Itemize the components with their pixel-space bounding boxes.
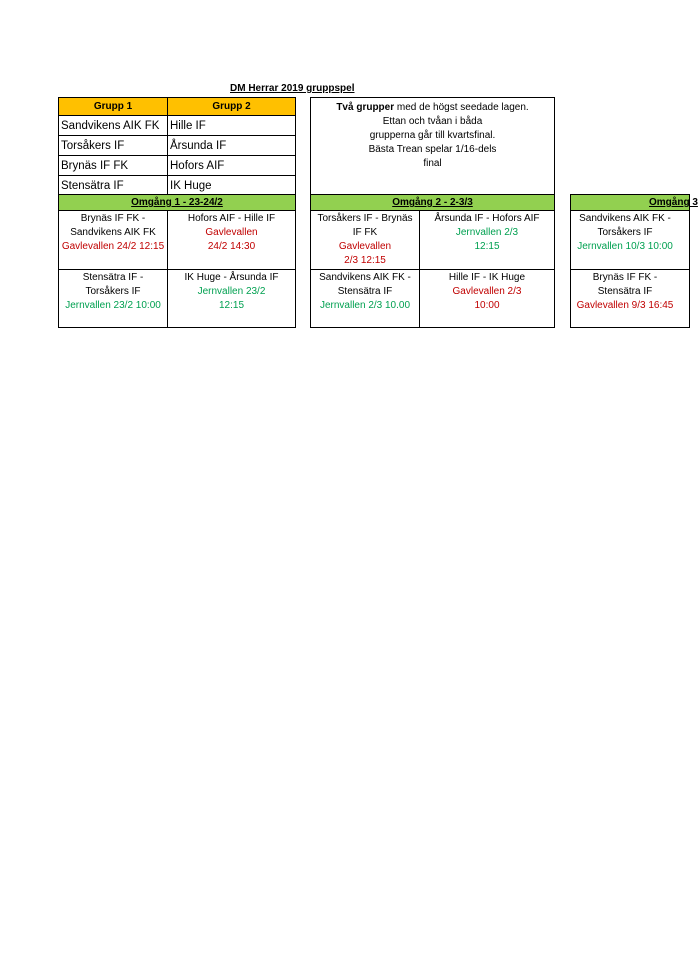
match-venue: Gavlevallen 24/2 12:15 bbox=[61, 241, 165, 252]
group-2-header: Grupp 2 bbox=[167, 97, 296, 116]
group-2-team: Årsunda IF bbox=[167, 135, 296, 156]
group-2-team: IK Huge bbox=[167, 175, 296, 196]
match-venue: Gavlevallen bbox=[205, 227, 258, 238]
note-line: Bästa Trean spelar 1/16-dels bbox=[368, 144, 497, 155]
match-cell bbox=[58, 210, 168, 270]
match-teams: Hille IF - IK Huge bbox=[448, 272, 526, 283]
match-teams: Torsåkers IF - Brynäs IF FK bbox=[317, 213, 413, 238]
match-venue: Jernvallen 23/2 10:00 bbox=[65, 300, 161, 311]
match-teams: Brynäs IF FK - Sandvikens AIK FK bbox=[70, 213, 156, 238]
match-cell bbox=[310, 269, 420, 328]
match-teams: Årsunda IF - Hofors AIF bbox=[434, 213, 540, 224]
match-cell bbox=[419, 210, 555, 270]
match-cell bbox=[570, 210, 690, 270]
round-1-label: Omgång 1 - 23-24/2 bbox=[131, 197, 223, 208]
match-cell bbox=[310, 210, 420, 270]
tournament-note bbox=[310, 97, 555, 195]
match-time: 10:00 bbox=[474, 300, 500, 311]
note-line: grupperna går till kvartsfinal. bbox=[369, 130, 496, 141]
match-time: 12:15 bbox=[474, 241, 500, 252]
match-cell bbox=[58, 269, 168, 328]
match-teams: Brynäs IF FK - Stensätra IF bbox=[592, 272, 658, 297]
match-venue: Jernvallen 2/3 10.00 bbox=[319, 300, 411, 311]
match-teams: IK Huge - Årsunda IF bbox=[184, 272, 279, 283]
group-2-team: Hille IF bbox=[167, 115, 296, 136]
round-2-label: Omgång 2 - 2-3/3 bbox=[392, 197, 473, 208]
page-title: DM Herrar 2019 gruppspel bbox=[230, 83, 355, 94]
match-teams: Stensätra IF - Torsåkers IF bbox=[82, 272, 144, 297]
group-1-team: Stensätra IF bbox=[58, 175, 168, 196]
match-cell bbox=[570, 269, 690, 328]
match-time: 24/2 14:30 bbox=[207, 241, 256, 252]
match-time: 2/3 12:15 bbox=[344, 255, 386, 266]
match-teams: Sandvikens AIK FK - Torsåkers IF bbox=[579, 213, 671, 238]
match-venue: Jernvallen 23/2 bbox=[197, 286, 266, 297]
match-venue: Gavlevallen bbox=[338, 241, 392, 252]
round-1-header bbox=[58, 194, 296, 211]
match-teams: Sandvikens AIK FK - Stensätra IF bbox=[319, 272, 411, 297]
match-time: 12:15 bbox=[218, 300, 245, 311]
match-venue: Jernvallen 2/3 bbox=[455, 227, 519, 238]
round-2-header bbox=[310, 194, 555, 211]
match-teams: Hofors AIF - Hille IF bbox=[187, 213, 276, 224]
note-line: final bbox=[423, 158, 442, 169]
group-1-team: Torsåkers IF bbox=[58, 135, 168, 156]
note-rest: med de högst seedade lagen. bbox=[394, 102, 529, 113]
match-cell bbox=[419, 269, 555, 328]
group-1-team: Brynäs IF FK bbox=[58, 155, 168, 176]
group-1-team: Sandvikens AIK FK bbox=[58, 115, 168, 136]
match-venue: Gavlevallen 9/3 16:45 bbox=[576, 300, 674, 311]
note-line: Ettan och tvåan i båda bbox=[382, 116, 483, 127]
note-bold: Två grupper bbox=[336, 102, 395, 113]
group-1-header: Grupp 1 bbox=[58, 97, 168, 116]
round-3-header bbox=[570, 194, 698, 211]
note-first-line bbox=[311, 101, 554, 115]
match-venue: Gavlevallen 2/3 bbox=[452, 286, 522, 297]
match-cell bbox=[167, 210, 296, 270]
group-2-team: Hofors AIF bbox=[167, 155, 296, 176]
match-venue: Jernvallen 10/3 10:00 bbox=[577, 241, 673, 252]
round-3-label: Omgång 3 bbox=[649, 197, 698, 208]
match-cell bbox=[167, 269, 296, 328]
